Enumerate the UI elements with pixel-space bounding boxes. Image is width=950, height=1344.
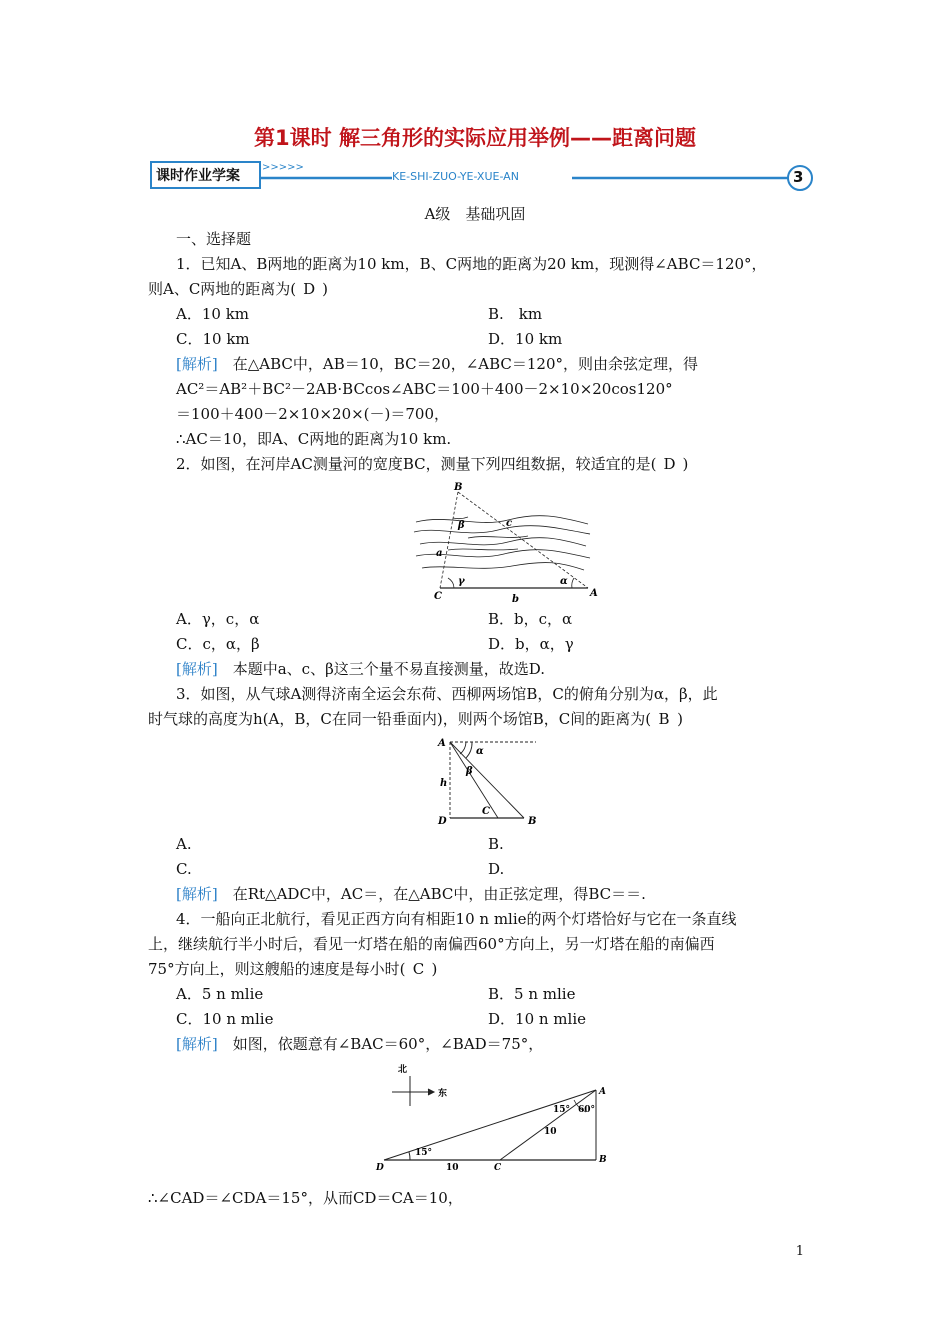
q4-option-b: B．5 n mlie	[488, 985, 576, 1003]
fig2-label-b: b	[512, 594, 519, 605]
fig3-label-h: h	[440, 778, 448, 789]
fig2-label-A: A	[590, 588, 598, 599]
banner-arrows: >>>>>	[262, 162, 304, 173]
banner	[148, 160, 813, 192]
q3-option-d: D.	[488, 860, 505, 878]
q4-stem-end: 75°方向上，则这艘船的速度是每小时(	[148, 960, 406, 978]
q1-close: )	[322, 280, 329, 298]
fig4-label-10-ac: 10	[544, 1127, 557, 1137]
q4-lighthouse-figure	[370, 1060, 615, 1175]
q4-line1: 4．一船向正北航行，看见正西方向有相距10 n mlie的两个灯塔恰好与它在一条直线	[176, 910, 737, 928]
banner-pinyin: KE-SHI-ZUO-YE-XUE-AN	[392, 170, 519, 183]
section-heading: 一、选择题	[176, 230, 252, 248]
q1-answer: D	[303, 280, 316, 298]
q4-explanation-1	[176, 1032, 543, 1057]
q3-line2	[148, 707, 683, 732]
fig3-label-beta: β	[466, 766, 473, 777]
q3-explanation	[176, 882, 646, 907]
q4-line3	[148, 957, 437, 982]
fig2-label-B: B	[454, 482, 463, 493]
q4-option-a: A．5 n mlie	[176, 985, 264, 1003]
fig2-label-c: c	[506, 518, 513, 529]
fig3-label-A: A	[438, 738, 446, 749]
q1-line2	[148, 277, 328, 302]
fig2-label-C: C	[434, 591, 442, 602]
fig4-label-A: A	[599, 1087, 606, 1097]
q4-close: )	[431, 960, 438, 978]
fig2-label-beta: β	[458, 520, 465, 531]
q1-explanation-1	[176, 352, 698, 377]
q4-analysis-tag: [解析]	[176, 1035, 218, 1053]
banner-number: 3	[793, 168, 804, 186]
q1-option-a: A．10 km	[176, 305, 250, 323]
q2-option-d: D．b，α，γ	[488, 635, 574, 653]
q1-option-c: C．10 km	[176, 330, 250, 348]
q2-option-b: B．b，c，α	[488, 610, 573, 628]
q1-explanation-4: ∴AC＝10，即A、C两地的距离为10 km.	[176, 430, 452, 448]
q1-explanation-2: AC²＝AB²＋BC²－2AB·BCcos∠ABC＝100＋400－2×10×20cos120°	[176, 380, 673, 398]
fig4-label-C: C	[494, 1163, 502, 1173]
q3-option-a: A.	[176, 835, 192, 853]
level-heading: A级 基础巩固	[424, 205, 526, 223]
fig4-label-60: 60°	[578, 1105, 596, 1115]
fig4-label-D: D	[376, 1163, 384, 1173]
q2-expl-text: 本题中a、c、β这三个量不易直接测量，故选D.	[232, 660, 546, 678]
q2-river-figure	[408, 480, 598, 605]
q3-expl-text: 在Rt△ADC中，AC＝，在△ABC中，由正弦定理，得BC＝＝.	[232, 885, 646, 903]
fig4-label-10-dc: 10	[446, 1163, 459, 1173]
fig2-label-gamma: γ	[458, 576, 465, 587]
q1-option-b: B. km	[488, 305, 543, 323]
q2-analysis-tag: [解析]	[176, 660, 218, 678]
page-title: 第1课时 解三角形的实际应用举例——距离问题	[254, 126, 696, 150]
q4-explanation-2: ∴∠CAD＝∠CDA＝15°，从而CD＝CA＝10，	[148, 1189, 463, 1207]
fig4-label-north: 北	[398, 1065, 408, 1075]
fig4-label-B: B	[599, 1155, 607, 1165]
q2-answer: D	[663, 455, 676, 473]
q1-explanation-3: ＝100＋400－2×10×20×(－)＝700，	[176, 405, 450, 423]
q3-analysis-tag: [解析]	[176, 885, 218, 903]
fig3-label-B: B	[528, 816, 537, 827]
q3-close: )	[677, 710, 683, 728]
fig3-label-alpha: α	[476, 746, 484, 757]
q1-line1: 1．已知A、B两地的距离为10 km，B、C两地的距离为20 km，现测得∠ABC＝120°，	[176, 255, 767, 273]
q4-option-c: C．10 n mlie	[176, 1010, 274, 1028]
fig2-label-a: a	[436, 548, 443, 559]
q1-expl-text: 在△ABC中，AB＝10，BC＝20，∠ABC＝120°，则由余弦定理，得	[232, 355, 698, 373]
q2-option-c: C．c，α，β	[176, 635, 260, 653]
q3-balloon-figure	[436, 734, 546, 828]
fig2-label-alpha: α	[560, 576, 568, 587]
fig3-label-D: D	[438, 816, 447, 827]
q1-option-d: D．10 km	[488, 330, 563, 348]
q3-stem-end: 时气球的高度为h(A，B，C在同一铅垂面内)，则两个场馆B，C间的距离为(	[148, 710, 652, 728]
fig3-label-C: C	[482, 806, 490, 817]
q2-option-a: A．γ，c，α	[176, 610, 260, 628]
q2-stem: 2．如图，在河岸AC测量河的宽度BC，测量下列四组数据，较适宜的是(	[176, 455, 657, 473]
fig4-label-east: 东	[438, 1089, 448, 1099]
q4-expl-text: 如图，依题意有∠BAC＝60°，∠BAD＝75°，	[232, 1035, 544, 1053]
fig4-label-15b: 15°	[415, 1148, 433, 1158]
q4-answer: C	[412, 960, 425, 978]
q3-line1: 3．如图，从气球A测得济南全运会东荷、西柳两场馆B，C的俯角分别为α，β，此	[176, 685, 718, 703]
q3-answer: B	[658, 710, 670, 728]
q1-analysis-tag: [解析]	[176, 355, 218, 373]
q3-option-c: C.	[176, 860, 192, 878]
banner-label: 课时作业学案	[156, 168, 240, 184]
q1-stem-end: 则A、C两地的距离为(	[148, 280, 297, 298]
q2-explanation	[176, 657, 545, 682]
q2-close: )	[682, 455, 689, 473]
fig4-label-15: 15°	[553, 1105, 571, 1115]
q3-option-b: B.	[488, 835, 504, 853]
page-number: 1	[795, 1244, 804, 1259]
q4-option-d: D．10 n mlie	[488, 1010, 587, 1028]
q2-line1	[176, 452, 688, 477]
q4-line2: 上，继续航行半小时后，看见一灯塔在船的南偏西60°方向上，另一灯塔在船的南偏西	[148, 935, 715, 953]
